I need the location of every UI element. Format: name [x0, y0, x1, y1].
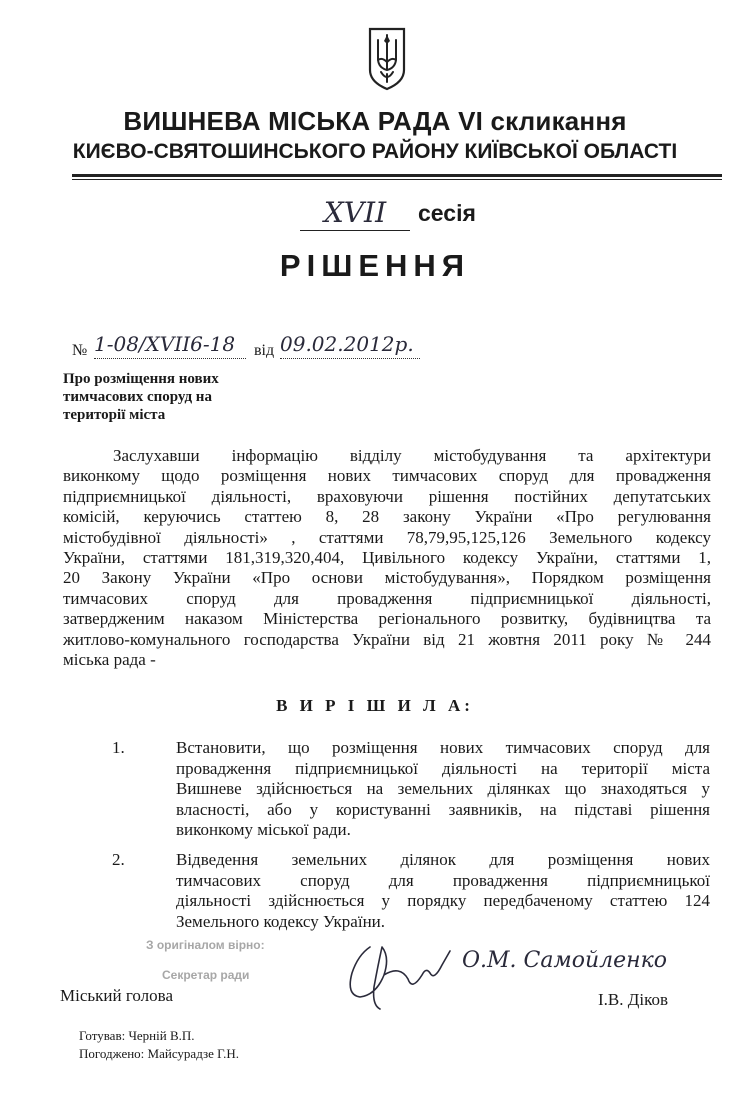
council-name-line1: ВИШНЕВА МІСЬКА РАДА VI скликання — [123, 106, 627, 136]
session-number: XVII — [300, 196, 410, 231]
preamble-line: затвердженим наказом Міністерства регіонального розвитку, будівництва та — [63, 609, 711, 629]
item-line: власності, або у користуванні заявників, на підставі рішення — [176, 799, 710, 819]
item-number: 2. — [112, 850, 125, 869]
trident-coat-of-arms-icon — [367, 26, 407, 92]
item-text — [176, 738, 710, 841]
item-text — [176, 850, 710, 932]
preamble-line: тимчасових споруд для провадження підприємницької діяльності, — [63, 588, 711, 608]
mayor-title: Міський голова — [60, 986, 173, 1005]
preamble-line: містобудівної діяльності» , статтями 78,79,95,125,126 Земельного кодексу — [63, 527, 711, 547]
preamble-line: міська рада - — [63, 650, 156, 670]
preamble-paragraph — [63, 446, 711, 670]
session-label: сесія — [418, 200, 476, 226]
preamble-line: житлово-комунального господарства України від 21 жовтня 2011 року № 244 — [63, 629, 711, 649]
decision-number-label: № — [72, 342, 88, 359]
header-rule-thick — [72, 174, 722, 177]
signature-mark — [330, 935, 460, 1015]
preamble-line: Заслухавши інформацію відділу містобудування та архітектури — [113, 446, 711, 465]
document-title: РІШЕННЯ — [279, 248, 471, 283]
subject-line: території міста — [63, 407, 166, 423]
item-line: виконкому міської ради. — [176, 820, 351, 840]
decision-subject — [63, 370, 263, 424]
council-name-line2: КИЄВО-СВЯТОШИНСЬКОГО РАЙОНУ КИЇВСЬКОЇ ОБЛАСТІ — [72, 140, 678, 163]
preamble-line: підприємницької діяльності, враховуючи рішення постійних депутатських — [63, 486, 711, 506]
preamble-line: комісій, керуючись статтею 8, 28 закону України «Про регулювання — [63, 507, 711, 527]
item-line: Встановити, що розміщення нових тимчасових споруд для — [176, 738, 710, 757]
item-line: Вишневе здійснюється на земельних ділянках що знаходяться у — [176, 779, 710, 799]
decision-number: 1-08/XVII6-18 — [94, 330, 246, 359]
prepared-by: Готував: Черній В.П. — [79, 1028, 195, 1043]
handwritten-signer-name: О.М. Самойленко — [462, 948, 668, 973]
agreed-by: Погоджено: Майсурадзе Г.Н. — [79, 1046, 240, 1061]
preamble-line: 20 Закону України «Про основи містобудування», Порядком розміщення — [63, 568, 711, 588]
item-line: тимчасових споруд для провадження підприємницької — [176, 870, 710, 890]
mayor-name: І.В. Діков — [598, 990, 668, 1009]
header-rule-thin — [72, 179, 722, 180]
preamble-line: України, статтями 181,319,320,404, Цивільного кодексу України, статтями 1, — [63, 548, 711, 568]
decision-date-label: від — [254, 342, 275, 359]
item-number: 1. — [112, 738, 125, 757]
resolved-heading: В И Р І Ш И Л А: — [276, 696, 474, 715]
item-line: діяльності здійснюється у порядку передбаченому статтею 124 — [176, 891, 710, 911]
certification-stamp-line2: Секретар ради — [162, 968, 250, 982]
item-line: Земельного кодексу України. — [176, 911, 386, 931]
subject-line: Про розміщення нових — [63, 371, 219, 387]
item-line: провадження підприємницької діяльності на території міста — [176, 758, 710, 778]
subject-line: тимчасових споруд на — [63, 389, 212, 405]
item-line: Відведення земельних ділянок для розміщення нових — [176, 850, 710, 869]
certification-stamp-line1: З оригіналом вірно: — [146, 938, 265, 952]
preamble-line: виконкому щодо розміщення нових тимчасових споруд для провадження — [63, 466, 711, 486]
decision-date: 09.02.2012р. — [280, 330, 420, 359]
